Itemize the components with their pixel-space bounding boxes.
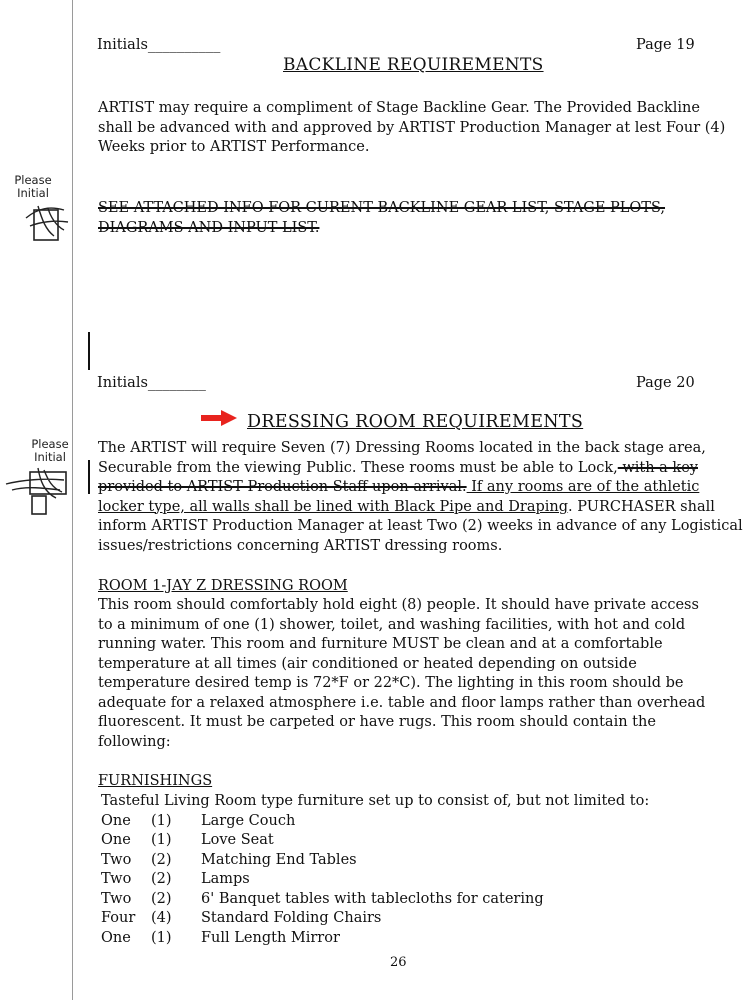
list-item: Two (2) Matching End Tables (101, 852, 357, 868)
struck-backline-note: SEE ATTACHED INFO FOR CURENT BACKLINE GEAR LIST, STAGE PLOTS, DIAGRAMS AND INPUT LIST. (98, 200, 666, 236)
initial-box-icon (4, 466, 74, 522)
purchaser-clause: . PURCHASER shall inform ARTIST Production Manager at least Two (2) weeks in advance of any Logistical issues/restrictions concerning ARTIST dressing rooms. (98, 498, 743, 554)
locker-clause: If any rooms are of the athletic locker type, all walls shall be lined with Black Pipe and Draping (98, 479, 700, 515)
list-item: One (1) Full Length Mirror (101, 930, 340, 946)
dressing-room-paragraph (98, 439, 746, 556)
red-arrow-icon (201, 410, 237, 426)
backline-heading: BACKLINE REQUIREMENTS (283, 55, 544, 75)
furnishings-intro: Tasteful Living Room type furniture set up to consist of, but not limited to: (101, 793, 650, 809)
backline-intro: ARTIST may require a compliment of Stage Backline Gear. The Provided Backline shall be advanced with and approved by ARTIST Production Manager at lest Four (4) Weeks prior to ARTIST Performance. (98, 100, 726, 155)
room-1-text: This room should comfortably hold eight (8) people. It should have private access to a minimum of one (1) shower, toilet, and washing facilities, with hot and cold running water. This room and furniture MUST be clean and at a comfortable temperature at all times (air conditioned or heated depending on outside temperature desired temp is 72*F or 22*C). The lighting in this room should be adequate for a relaxed atmosphere i.e. table and floor lamps rather than overhead fluorescent. It must be carpeted or have rugs. This room should contain the following: (98, 597, 706, 750)
list-item: Two (2) Lamps (101, 871, 250, 887)
initial-box-icon (20, 196, 84, 256)
margin-mark (88, 332, 90, 370)
furnishings-heading: FURNISHINGS (98, 773, 213, 789)
please-initial-p20: Please Initial (31, 437, 69, 464)
page-number-p20: Page 20 (636, 375, 695, 391)
room-1-heading: ROOM 1-JAY Z DRESSING ROOM (98, 578, 348, 594)
list-item: One (1) Love Seat (101, 832, 274, 848)
initials-label-p20: Initials________ (97, 375, 206, 391)
list-item: Four (4) Standard Folding Chairs (101, 910, 382, 926)
page-number-p19: Page 19 (636, 37, 695, 53)
dressing-room-text: The ARTIST will require Seven (7) Dressing Rooms located in the back stage area, Securable from the viewing Public. These rooms must be able to Lock, (98, 440, 706, 476)
struck-key-clause: with a key provided to ARTIST Production Staff upon arrival. (98, 459, 698, 495)
dressing-room-heading: DRESSING ROOM REQUIREMENTS (247, 412, 584, 432)
list-item: Two (2) 6' Banquet tables with tablecloths for catering (101, 891, 544, 907)
please-initial-p19: Please Initial (14, 173, 52, 200)
footer-page-number: 26 (390, 955, 407, 970)
initials-label-p19: Initials__________ (97, 37, 221, 53)
margin-mark (88, 460, 90, 494)
list-item: One (1) Large Couch (101, 813, 296, 829)
